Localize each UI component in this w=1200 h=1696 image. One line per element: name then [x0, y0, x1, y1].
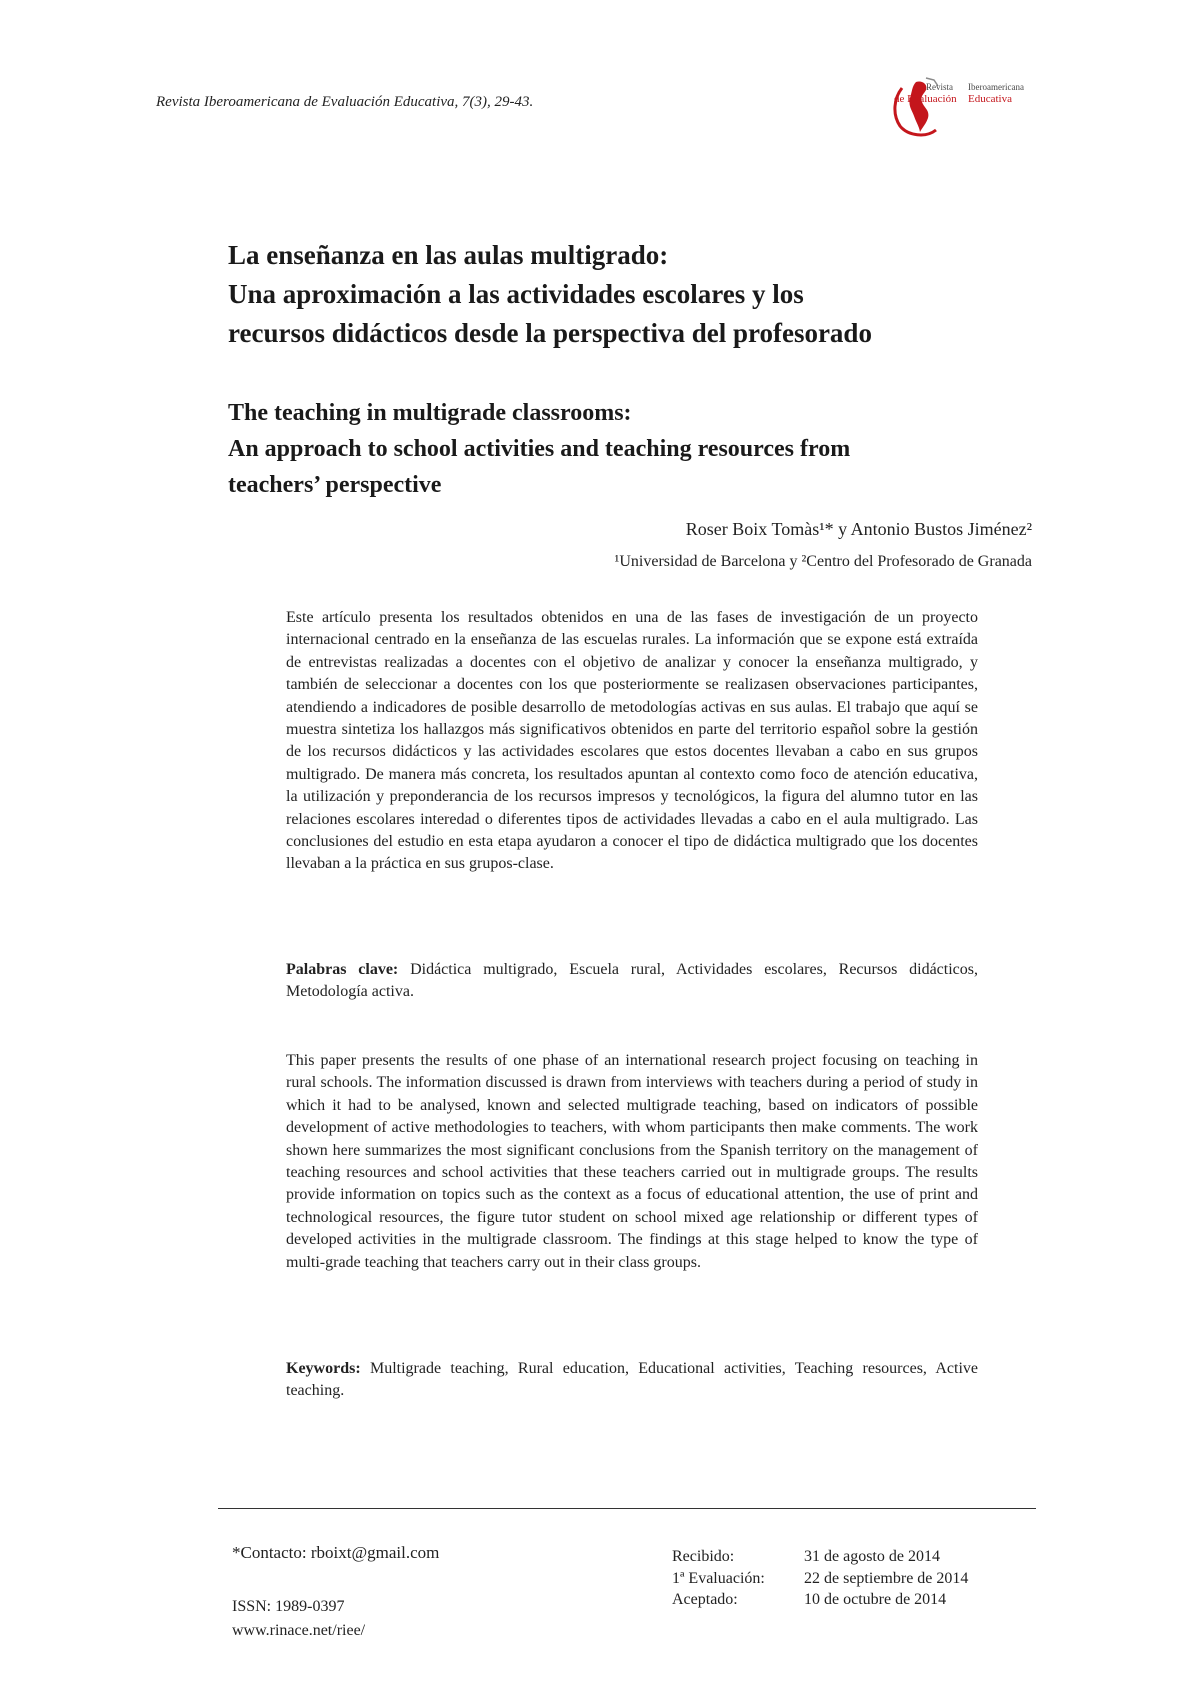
english-title [228, 395, 1048, 503]
date-value: 31 de agosto de 2014 [804, 1548, 940, 1565]
logo-text-revista: Revista [926, 82, 953, 92]
journal-reference: Revista Iberoamericana de Evaluación Educativa, 7(3), 29-43. [156, 94, 534, 110]
abstract-english: This paper presents the results of one phase of an international research project focusing on teaching in rural schools. The information discussed is drawn from interviews with teachers during a period of study in which it had to be analysed, known and selected multigrade teaching, based on indicators of possible development of active methodologies to teachers, with whom participants then make comments. The work shown here summarizes the most significant conclusions from the Spanish territory on the management of teaching resources and school activities that these teachers carried out in multigrade groups. The results provide information on topics such as the context as a focus of educational attention, the use of print and technological resources, the figure tutor student on school mixed age relationship or different types of developed activities in the multigrade classroom. The findings at this stage helped to know the type of multi-grade teaching that teachers carry out in their class groups. [286, 1052, 978, 1271]
spanish-title [228, 236, 1048, 353]
date-label: 1ª Evaluación: [672, 1569, 765, 1587]
date-value: 22 de septiembre de 2014 [804, 1569, 969, 1587]
logo-text-iberoamericana: Iberoamericana [968, 82, 1024, 92]
spanish-title-line-3: recursos didácticos desde la perspectiva del profesorado [228, 318, 872, 348]
authors: Roser Boix Tomàs¹* y Antonio Bustos Jiménez² [685, 519, 1032, 539]
keywords-english-label: Keywords: [286, 1360, 361, 1377]
date-row [672, 1548, 968, 1570]
affiliations: ¹Universidad de Barcelona y ²Centro del Profesorado de Granada [614, 553, 1032, 570]
english-title-line-1: The teaching in multigrade classrooms: [228, 400, 632, 426]
website-link[interactable]: www.rinace.net/riee/ [232, 1622, 366, 1639]
logo-text-evaluacion: de Evaluación [894, 93, 957, 105]
footer-divider [218, 1508, 1036, 1509]
journal-logo [882, 76, 1082, 142]
contact-email[interactable]: *Contacto: rboixt@gmail.com [232, 1543, 440, 1562]
keywords-spanish-text: Didáctica multigrado, Escuela rural, Actividades escolares, Recursos didácticos, Metodología activa. [286, 961, 979, 1001]
publication-info [232, 1595, 365, 1643]
spanish-title-line-2: Una aproximación a las actividades escolares y los [228, 279, 804, 309]
spanish-title-line-1: La enseñanza en las aulas multigrado: [228, 240, 669, 270]
date-value: 10 de octubre de 2014 [804, 1591, 947, 1608]
english-title-line-2: An approach to school activities and teaching resources from [228, 436, 851, 462]
keywords-english [286, 1358, 978, 1403]
keywords-english-text: Multigrade teaching, Rural education, Educational activities, Teaching resources, Active teaching. [286, 1360, 979, 1400]
date-label: Aceptado: [672, 1591, 738, 1608]
date-row [672, 1570, 968, 1592]
abstract-spanish: Este artículo presenta los resultados obtenidos en una de las fases de investigación de un proyecto internacional centrado en la enseñanza de las escuelas rurales. La información que se expone está extraída de entrevistas realizadas a docentes con el objetivo de analizar y conocer la enseñanza multigrado, y también de seleccionar a docentes con los que posteriormente se realizasen observaciones participantes, atendiendo a indicadores de posible desarrollo de metodologías activas en sus aulas. El trabajo que aquí se muestra sintetiza los hallazgos más significativos obtenidos en parte del territorio español sobre la gestión de los recursos didácticos y las actividades escolares que estos docentes llevaban a cabo en sus grupos multigrado. De manera más concreta, los resultados apuntan al contexto como foco de atención educativa, la utilización y preponderancia de los recursos impresos y tecnológicos, la figura del alumno tutor en las relaciones escolares interedad o diferentes tipos de actividades llevadas a cabo en el aula multigrado. Las conclusiones del estudio en esta etapa ayudaron a conocer el tipo de didáctica multigrado que los docentes llevaban a la práctica en sus grupos-clase. [286, 609, 978, 873]
date-row [672, 1591, 968, 1613]
logo-text-educativa: Educativa [968, 93, 1012, 105]
submission-dates [672, 1548, 968, 1613]
issn: ISSN: 1989-0397 [232, 1598, 345, 1615]
date-label: Recibido: [672, 1548, 735, 1565]
keywords-spanish [286, 959, 978, 1004]
english-title-line-3: teachers’ perspective [228, 472, 442, 498]
keywords-spanish-label: Palabras clave: [286, 961, 399, 978]
